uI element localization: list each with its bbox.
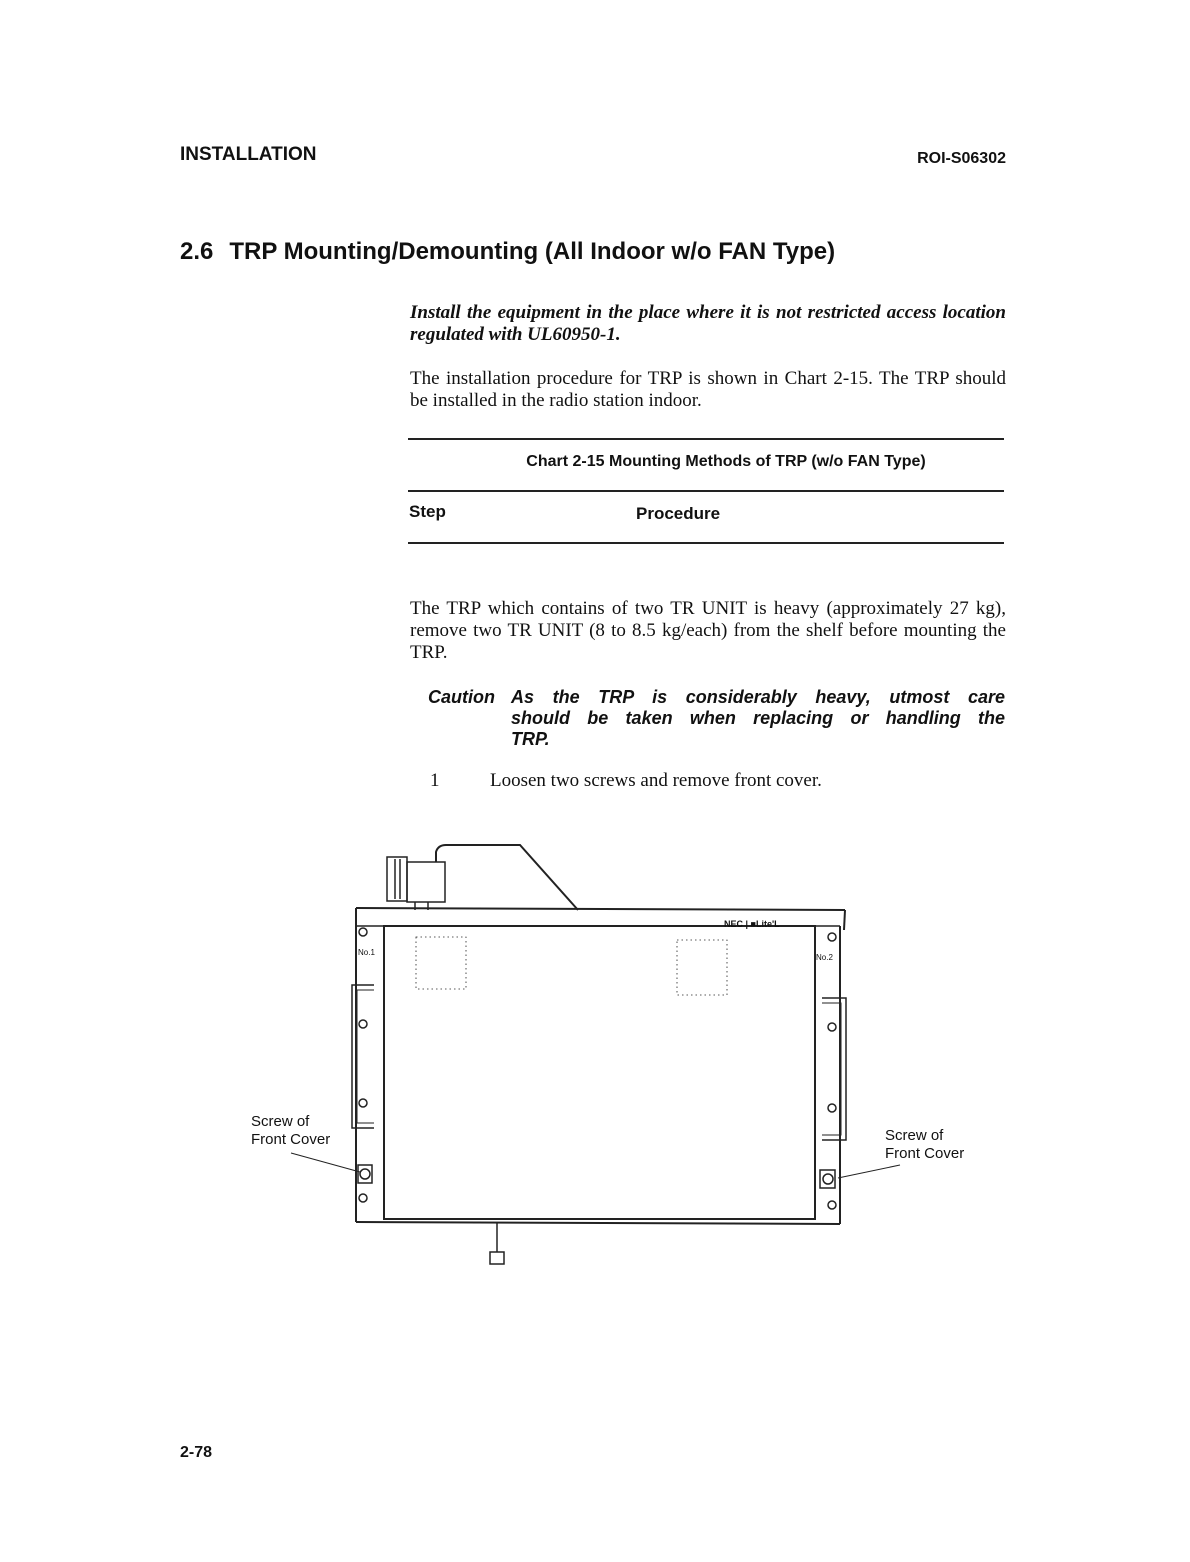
ground-terminal — [490, 1252, 504, 1264]
callout-text: Screw of — [251, 1113, 310, 1130]
callout-leader-right — [838, 1165, 900, 1178]
header-doc-id: ROI-S06302 — [917, 150, 1006, 167]
callout-right — [885, 1127, 964, 1163]
screw-icon — [359, 1099, 367, 1107]
section-number: 2.6 — [180, 238, 214, 265]
screw-icon — [828, 933, 836, 941]
header-section: INSTALLATION — [180, 144, 317, 165]
step-text: Loosen two screws and remove front cover. — [490, 770, 822, 791]
screw-icon — [359, 1194, 367, 1202]
section-title: TRP Mounting/Demounting (All Indoor w/o FAN Type) — [229, 238, 836, 265]
chart-title: Chart 2-15 Mounting Methods of TRP (w/o FAN Type) — [526, 453, 926, 470]
connector-box — [387, 857, 407, 901]
brand-label: NEC | ■Lite'L — [724, 919, 780, 929]
callout-text: Screw of — [885, 1127, 944, 1144]
label-area — [677, 940, 727, 995]
screw-icon — [359, 928, 367, 936]
cable — [436, 845, 578, 910]
caution-line: should be taken when replacing or handling the — [511, 708, 1005, 728]
connector-block — [407, 862, 445, 902]
step-number: 1 — [430, 770, 440, 791]
caution-line: As the TRP is considerably heavy, utmost care — [511, 687, 1005, 707]
column-header-step: Step — [409, 502, 446, 521]
caution-label: Caution — [428, 687, 495, 707]
screw-icon — [828, 1104, 836, 1112]
right-handle — [822, 998, 846, 1140]
column-header-procedure: Procedure — [636, 504, 721, 523]
front-cover-panel — [384, 926, 815, 1219]
label-area — [416, 937, 466, 989]
weight-note: The TRP which contains of two TR UNIT is heavy (approximately 27 kg), remove two TR UNIT (8 to 8.5 kg/each) from the shelf before mounting the TRP. — [410, 598, 1006, 663]
callout-left — [251, 1113, 330, 1149]
callout-text: Front Cover — [251, 1131, 331, 1148]
page-number: 2-78 — [180, 1444, 213, 1461]
callout-text: Front Cover — [885, 1145, 965, 1162]
caution-line: TRP. — [511, 729, 550, 749]
callout-leader-left — [291, 1153, 360, 1172]
screw-icon — [359, 1020, 367, 1028]
unit-label-left: No.1 — [358, 948, 375, 957]
intro-paragraph: The installation procedure for TRP is shown in Chart 2-15. The TRP should be installed in the radio station indoor. — [410, 368, 1006, 411]
unit-label-right: No.2 — [816, 953, 833, 962]
warning-text: Install the equipment in the place where it is not restricted access location regulated with UL60950-1. — [410, 302, 1006, 345]
screw-icon — [828, 1201, 836, 1209]
screw-icon — [828, 1023, 836, 1031]
